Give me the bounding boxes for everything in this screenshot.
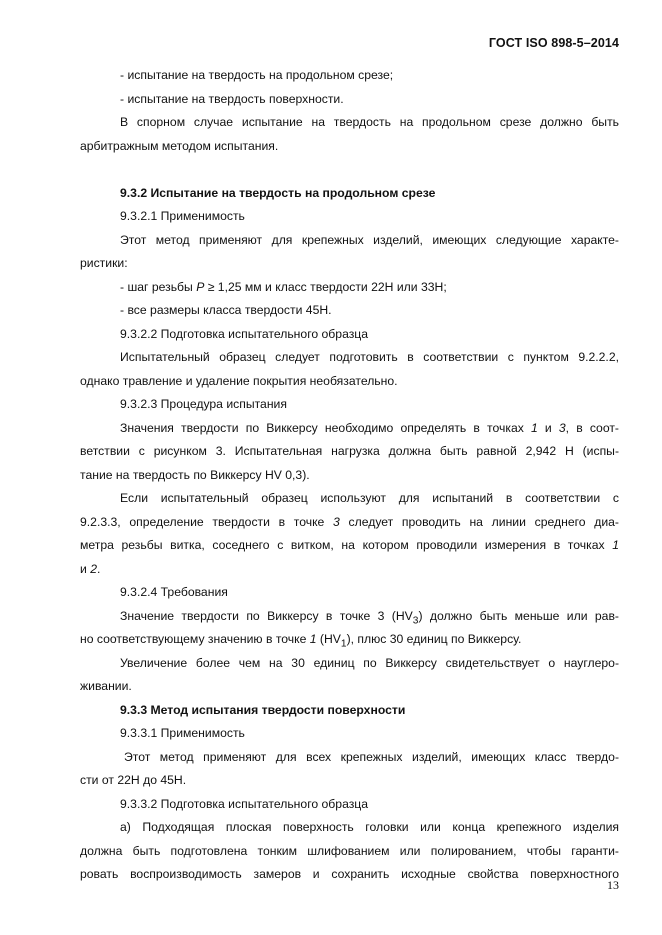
paragraph-line: В спорном случае испытание на твердость на продольном срезе должно быть: [120, 115, 619, 129]
paragraph-line: однако травление и удаление покрытия необязательно.: [80, 373, 398, 388]
italic-symbol: 1: [309, 632, 317, 646]
text-run: ≥ 1,25 мм и класс твердости 22H или 33H;: [204, 279, 447, 294]
italic-symbol: 1: [530, 420, 538, 435]
section-heading-9-3-2: 9.3.2 Испытание на твердость на продольном срезе: [120, 185, 436, 200]
subscript: 3: [412, 614, 419, 626]
text-run: ), плюс 30 единиц по Виккерсу.: [346, 632, 522, 646]
section-heading-9-3-3: 9.3.3 Метод испытания твердости поверхности: [120, 702, 406, 717]
paragraph-line: [80, 628, 619, 652]
paragraph-line: [80, 605, 619, 629]
text-run: метра резьбы витка, соседнего с витком, на котором проводили измерения в точках: [80, 538, 613, 552]
subsection-title: 9.3.3.2 Подготовка испытательного образца: [120, 796, 369, 811]
paragraph-line: ветствии с рисунком 3. Испытательная нагрузка должна быть равной 2,942 Н (испы-: [80, 444, 619, 458]
list-item: - испытание на твердость на продольном срезе;: [120, 68, 394, 82]
subsection-title: 9.3.2.2 Подготовка испытательного образца: [120, 326, 369, 341]
document-code-header: ГОСТ ISO 898-5–2014: [488, 36, 619, 50]
paragraph-line: Увеличение более чем на 30 единиц по Виккерсу свидетельствует о науглеро-: [120, 655, 619, 670]
italic-symbol: P: [196, 279, 205, 294]
text-run: 9.2.3.3, определение твердости в точке: [80, 514, 334, 529]
paragraph-line: тание на твердость по Виккерсу HV 0,3).: [80, 467, 310, 482]
paragraph-line: живании.: [80, 679, 132, 693]
text-run: следует проводить на линии среднего диа-: [339, 514, 619, 529]
subsection-title: 9.3.2.3 Процедура испытания: [120, 397, 287, 411]
paragraph-line: арбитражным методом испытания.: [80, 138, 279, 153]
italic-symbol: 1: [612, 538, 619, 552]
list-item: [80, 276, 619, 300]
subsection-title: 9.3.2.4 Требования: [120, 585, 228, 599]
text-run: ) должно быть меньше или рав-: [418, 608, 619, 623]
italic-symbol: 3: [558, 420, 566, 435]
paragraph-line: [80, 417, 619, 441]
paragraph-line: Этот метод применяют для всех крепежных изделий, имеющих класс твердо-: [124, 749, 619, 764]
subscript: 1: [340, 638, 347, 650]
paragraph-line: ровать воспроизводимость замеров и сохранить исходные свойства поверхностного: [80, 867, 619, 881]
paragraph-line: Испытательный образец следует подготовить в соответствии с пунктом 9.2.2.2,: [120, 350, 619, 364]
subsection-title: 9.3.2.1 Применимость: [120, 209, 245, 223]
text-run: - шаг резьбы: [120, 279, 197, 294]
page-number: 13: [607, 878, 619, 892]
paragraph-line: Если испытательный образец используют для испытаний в соответствии с: [120, 491, 619, 505]
text-run: Значения твердости по Виккерсу необходимо определять в точках: [120, 420, 531, 435]
text-run: но соответствующему значению в точке: [80, 632, 310, 646]
text-run: (HV: [316, 632, 341, 646]
paragraph-line: должна быть подготовлена тонким шлифованием или полированием, чтобы гаранти-: [80, 843, 619, 858]
list-item: - все размеры класса твердости 45H.: [120, 303, 332, 317]
text-run: .: [96, 561, 101, 576]
paragraph-line: а) Подходящая плоская поверхность головки или конца крепежного изделия: [120, 820, 619, 834]
text-run: и: [537, 420, 559, 435]
spacer: [80, 158, 619, 182]
paragraph-line: ристики:: [80, 256, 128, 270]
paragraph-line: сти от 22H до 45H.: [80, 773, 187, 787]
text-run: , в соот-: [565, 420, 619, 435]
subsection-title: 9.3.3.1 Применимость: [120, 726, 245, 740]
italic-symbol: 3: [333, 514, 340, 529]
text-run: Значение твердости по Виккерсу в точке 3 (HV: [120, 608, 413, 623]
paragraph-line: [80, 534, 619, 558]
list-item: - испытание на твердость поверхности.: [120, 91, 344, 106]
paragraph-line: Этот метод применяют для крепежных изделий, имеющих следующие характе-: [120, 232, 619, 247]
document-body: [80, 64, 619, 887]
paragraph-line: [80, 558, 619, 582]
paragraph-line: [80, 511, 619, 535]
italic-symbol: 2: [90, 561, 97, 576]
text-run: и: [80, 561, 91, 576]
